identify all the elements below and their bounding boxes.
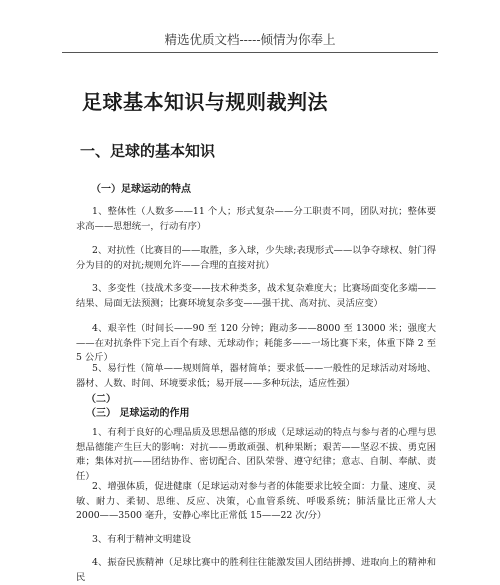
document-title: 足球基本知识与规则裁判法 [82, 90, 328, 114]
subsection-marker: （二） [86, 394, 116, 405]
paragraph-2: 2、对抗性（比赛目的——取胜，多入球，少失球;表现形式——以争夺球权、射门得分为目的的对抗;规则允许——合理的直接对抗） [76, 245, 436, 271]
paragraph-5: 5、易行性（简单——规则简单，器材简单；要求低——一般性的足球活动对场地、器材、人数、时间、环境要求低；易开展——多种玩法，适应性强） [76, 363, 436, 389]
header-divider [62, 52, 438, 53]
paragraph-9: 4、振奋民族精神（足球比赛中的胜利往往能激发国人团结拼搏、进取向上的精神和民 [76, 557, 436, 583]
paragraph-4: 4、艰辛性（时间长——90 至 120 分钟；跑动多——8000 至 13000 米；强度大——在对抗条件下完上百个有球、无球动作；耗能多——一场比赛下来，体重下降 2 至 5 公斤） [76, 323, 436, 363]
page-header: 精选优质文档-----倾情为你奉上 [164, 32, 336, 47]
paragraph-6: 1、有利于良好的心理品质及思想品德的形成（足球运动的特点与参与者的心理与思想品德能产生巨大的影响：对抗——勇敢顽强、机种果断；艰苦——坚忍不拔、勇克困难；集体对抗——团结协作、密切配合、团队荣誉、遵守纪律；意志、自制、奉献、责任） [76, 427, 436, 482]
subsection-heading-2: （三） 足球运动的作用 [86, 408, 190, 419]
paragraph-1: 1、整体性（人数多——11 个人；形式复杂——分工职责不同，团队对抗；整体要求高——思想统一，行动有序） [76, 206, 436, 232]
subsection-heading: （一）足球运动的特点 [91, 184, 191, 195]
paragraph-8: 3、有利于精神文明建设 [92, 534, 191, 545]
paragraph-3: 3、多变性（技战术多变——技术种类多，战术复杂难度大；比赛场面变化多端——结果、局面无法预测；比赛环境复杂多变——强干扰、高对抗、灵活应变） [76, 283, 436, 309]
section-heading: 一、足球的基本知识 [80, 142, 216, 160]
paragraph-7: 2、增强体质，促进健康（足球运动对参与者的体能要求比较全面：力量、速度、灵敏、耐力、柔韧、思维、反应、决策，心血管系统、呼吸系统；肺活量比正常人大 2000——3500 毫升，安静心率比正常低 15——22 次/分） [76, 481, 436, 521]
